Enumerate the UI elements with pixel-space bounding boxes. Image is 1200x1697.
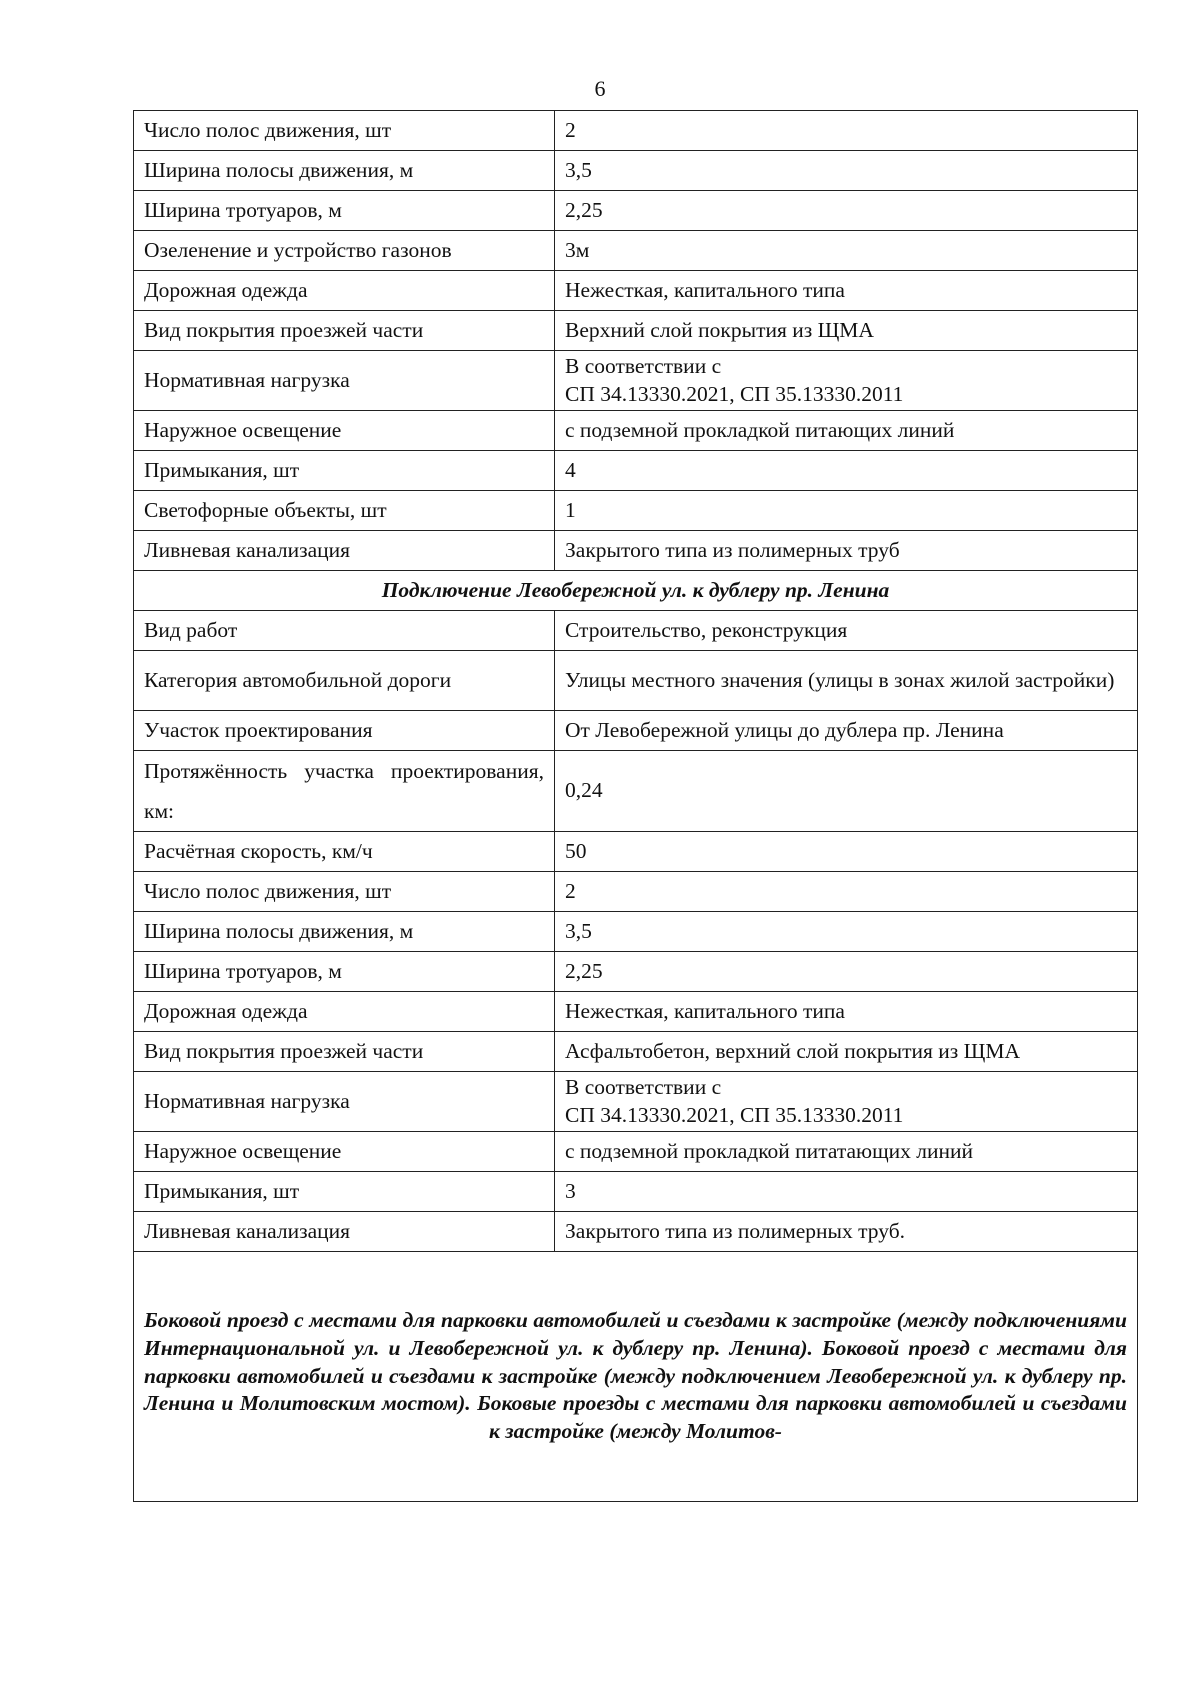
row-value: 1 xyxy=(555,491,1138,531)
table-row xyxy=(134,711,1138,751)
row-label: Категория автомобильной дороги xyxy=(134,651,555,711)
row-value: Верхний слой покрытия из ЩМА xyxy=(555,311,1138,351)
row-label: Наружное освещение xyxy=(134,411,555,451)
row-label: Участок проектирования xyxy=(134,711,555,751)
table-row xyxy=(134,832,1138,872)
page-number: 6 xyxy=(594,76,606,101)
row-label: Наружное освещение xyxy=(134,1132,555,1172)
row-value: Асфальтобетон, верхний слой покрытия из ЩМА xyxy=(555,1032,1138,1072)
row-value: 3м xyxy=(555,231,1138,271)
row-value-line: В соответствии с xyxy=(565,1074,722,1099)
table-row xyxy=(134,751,1138,832)
row-value: 4 xyxy=(555,451,1138,491)
table-row xyxy=(134,451,1138,491)
row-value: 0,24 xyxy=(555,751,1138,832)
table-row xyxy=(134,611,1138,651)
table-row xyxy=(134,1032,1138,1072)
row-value: 2 xyxy=(555,872,1138,912)
row-value: 3,5 xyxy=(555,151,1138,191)
row-label: Озеленение и устройство газонов xyxy=(134,231,555,271)
section-title: Подключение Левобережной ул. к дублеру пр. Ленина xyxy=(134,571,1138,611)
row-label: Вид работ xyxy=(134,611,555,651)
table-row xyxy=(134,1132,1138,1172)
table-row xyxy=(134,992,1138,1032)
row-label: Ширина тротуаров, м xyxy=(134,191,555,231)
table-row xyxy=(134,491,1138,531)
table-row xyxy=(134,231,1138,271)
row-label: Число полос движения, шт xyxy=(134,872,555,912)
section-row xyxy=(134,571,1138,611)
table-row xyxy=(134,1172,1138,1212)
note-row xyxy=(134,1252,1138,1502)
row-label: Ширина полосы движения, м xyxy=(134,151,555,191)
row-value: Закрытого типа из полимерных труб. xyxy=(555,1212,1138,1252)
row-value: 3 xyxy=(555,1172,1138,1212)
row-label: Число полос движения, шт xyxy=(134,111,555,151)
table-row xyxy=(134,531,1138,571)
row-label: Протяжённость участка проектирования, км: xyxy=(134,751,555,832)
row-label: Вид покрытия проезжей части xyxy=(134,311,555,351)
row-value: Строительство, реконструкция xyxy=(555,611,1138,651)
bottom-note: Боковой проезд с местами для парковки автомобилей и съездами к застройке (между подключениями Интернациональной ул. и Левобережной ул. к дублеру пр. Ленина). Боковой проезд с местами для парковки автомобилей и съездами к застройке (между подключением Левобережной ул. к дублеру пр. Ленина и Молитовским мостом). Боковые проезды с местами для парковки автомобилей и съездами к застройке (между Молитов- xyxy=(134,1252,1138,1502)
row-value-line: В соответствии с xyxy=(565,353,722,378)
row-value-line: СП 34.13330.2021, СП 35.13330.2011 xyxy=(565,381,904,406)
table-row xyxy=(134,151,1138,191)
table-row xyxy=(134,1212,1138,1252)
row-value: Закрытого типа из полимерных труб xyxy=(555,531,1138,571)
table-row xyxy=(134,351,1138,411)
row-label: Дорожная одежда xyxy=(134,271,555,311)
row-value: 3,5 xyxy=(555,912,1138,952)
table-row xyxy=(134,872,1138,912)
row-value: 2,25 xyxy=(555,952,1138,992)
row-label: Нормативная нагрузка xyxy=(134,351,555,411)
row-value: Улицы местного значения (улицы в зонах жилой застройки) xyxy=(555,651,1138,711)
specification-table xyxy=(133,110,1138,1502)
row-value: 2 xyxy=(555,111,1138,151)
table-row xyxy=(134,912,1138,952)
row-label: Вид покрытия проезжей части xyxy=(134,1032,555,1072)
row-value: Нежесткая, капитального типа xyxy=(555,992,1138,1032)
row-label: Расчётная скорость, км/ч xyxy=(134,832,555,872)
row-value-line: СП 34.13330.2021, СП 35.13330.2011 xyxy=(565,1102,904,1127)
table-row xyxy=(134,651,1138,711)
row-value: с подземной прокладкой питающих линий xyxy=(555,411,1138,451)
row-value: 50 xyxy=(555,832,1138,872)
row-label: Ширина полосы движения, м xyxy=(134,912,555,952)
row-label: Примыкания, шт xyxy=(134,451,555,491)
row-label: Ширина тротуаров, м xyxy=(134,952,555,992)
table-row xyxy=(134,311,1138,351)
row-value: с подземной прокладкой питатающих линий xyxy=(555,1132,1138,1172)
table-row xyxy=(134,111,1138,151)
row-label: Светофорные объекты, шт xyxy=(134,491,555,531)
row-value xyxy=(555,351,1138,411)
table-row xyxy=(134,952,1138,992)
row-value xyxy=(555,1072,1138,1132)
table-row xyxy=(134,271,1138,311)
row-value: От Левобережной улицы до дублера пр. Ленина xyxy=(555,711,1138,751)
row-label: Ливневая канализация xyxy=(134,1212,555,1252)
row-value: Нежесткая, капитального типа xyxy=(555,271,1138,311)
table-row xyxy=(134,411,1138,451)
row-label: Примыкания, шт xyxy=(134,1172,555,1212)
row-label: Дорожная одежда xyxy=(134,992,555,1032)
row-label: Нормативная нагрузка xyxy=(134,1072,555,1132)
table-row xyxy=(134,191,1138,231)
row-label: Ливневая канализация xyxy=(134,531,555,571)
table-row xyxy=(134,1072,1138,1132)
row-value: 2,25 xyxy=(555,191,1138,231)
